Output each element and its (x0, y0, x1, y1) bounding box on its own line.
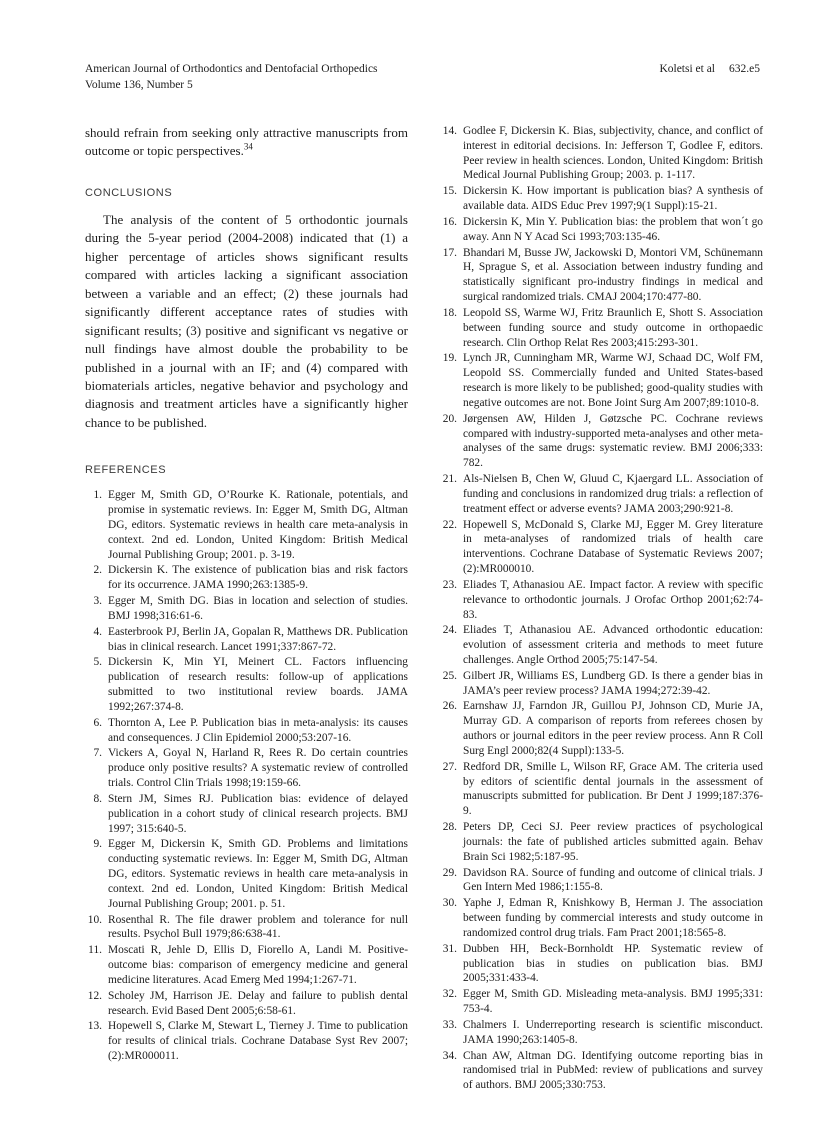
reference-text: Rosenthal R. The file drawer problem and tolerance for null results. Psychol Bull 1979;86:638-41. (108, 913, 408, 941)
reference-text: Redford DR, Smille L, Wilson RF, Grace AM. The criteria used by editors of scientific dental journals in the assessment of manuscripts submitted for publication. Br Dent J 1999;187:376-9. (463, 760, 763, 818)
reference-number: 28. (442, 821, 457, 834)
reference-item (440, 623, 763, 667)
reference-text: Hopewell S, McDonald S, Clarke MJ, Egger M. Grey literature in meta-analyses of randomized trials of health care interventions. Cochrane Database of Systematic Reviews 2007;(2):MR000010. (463, 518, 763, 576)
reference-number: 32. (442, 988, 457, 1001)
reference-text: Davidson RA. Source of funding and outcome of clinical trials. J Gen Intern Med 1986;1:155-8. (463, 866, 763, 894)
reference-item (85, 913, 408, 943)
reference-item (440, 215, 763, 245)
reference-number: 4. (93, 625, 102, 638)
references-list-right (440, 124, 763, 1093)
reference-text: Yaphe J, Edman R, Knishkowy B, Herman J. The association between funding by commercial interests and study outcome in randomized control drug trials. Fam Pract 2001;18:565-8. (463, 897, 763, 939)
reference-text: Dickersin K, Min YI, Meinert CL. Factors influencing publication of research results: follow-up of applications submitted to two institutional review boards. JAMA 1992;267:374-8. (108, 656, 408, 713)
reference-item (440, 820, 763, 864)
reference-text: Egger M, Smith GD, O’Rourke K. Rationale, potentials, and promise in systematic reviews. In: Egger M, Smith DG, Altman DG, editors. Systematic reviews in health care meta-analysis in context. 2nd ed. London, United Kingdom: British Medical Journal Publishing Group; 2001. p. 3-19. (108, 489, 408, 561)
reference-text: Earnshaw JJ, Farndon JR, Guillou PJ, Johnson CD, Murie JA, Murray GD. A comparison of reports from referees chosen by authors or journal editors in the peer review process. Ann R Coll Surg Engl 2000;82(4 Suppl):133-5. (463, 700, 763, 757)
reference-number: 26. (442, 700, 457, 713)
two-column-body (85, 124, 763, 1094)
reference-item (440, 184, 763, 214)
reference-number: 34. (442, 1049, 457, 1062)
reference-text: Als-Nielsen B, Chen W, Gluud C, Kjaergard LL. Association of funding and conclusions in randomized drug trials: a reflection of treatment effect or adverse events? JAMA 2003;290:921-8. (463, 473, 763, 515)
right-column (440, 124, 763, 1094)
running-head (85, 62, 760, 93)
reference-item (440, 124, 763, 183)
reference-item (440, 699, 763, 758)
reference-item (440, 896, 763, 940)
reference-text: Godlee F, Dickersin K. Bias, subjectivity, chance, and conflict of interest in editorial decisions. In: Jefferson T, Godlee F, editors. Peer review in health sciences. London, United Kingdom: British Medical Journal Publishing Group; 2003. p. 1-117. (463, 125, 763, 182)
page-info (659, 62, 760, 78)
reference-item (440, 1049, 763, 1093)
reference-text: Vickers A, Goyal N, Harland R, Rees R. Do certain countries produce only positive results? A systematic review of controlled trials. Control Clin Trials 1998;19:159-66. (108, 747, 408, 790)
reference-number: 13. (87, 1020, 102, 1033)
reference-number: 16. (442, 215, 457, 228)
reference-number: 27. (442, 760, 457, 773)
reference-number: 17. (442, 246, 457, 259)
reference-text: Dubben HH, Beck-Bornholdt HP. Systematic review of publication bias in studies on publication bias. BMJ 2005;331:433-4. (463, 942, 763, 985)
reference-text: Easterbrook PJ, Berlin JA, Gopalan R, Matthews DR. Publication bias in clinical research. Lancet 1991;337:867-72. (108, 625, 408, 653)
reference-item (85, 563, 408, 593)
reference-text: Leopold SS, Warme WJ, Fritz Braunlich E, Shott S. Association between funding source and study outcome in orthopaedic research. Clin Orthop Relat Res 2003;415:293-301. (463, 306, 763, 349)
left-column (85, 124, 408, 1094)
reference-text: Moscati R, Jehle D, Ellis D, Fiorello A, Landi M. Positive-outcome bias: comparison of emergency medicine and general medicine literatures. Acad Emerg Med 1994;1:267-71. (108, 944, 408, 986)
reference-item (85, 1019, 408, 1063)
reference-number: 31. (442, 942, 457, 955)
reference-item (440, 518, 763, 577)
reference-number: 1. (93, 489, 102, 502)
reference-item (440, 760, 763, 819)
conclusions-paragraph: The analysis of the content of 5 orthodontic journals during the 5-year period (2004-2008) indicated that (1) a higher percentage of articles shows significant results compared with articles lacking a significant association between a variable and an effect; (2) these journals had significantly different acceptance rates of studies with significant results; (3) positive and significant vs negative or null findings have almost double the probability to be published in a journal with an IF; and (4) compared with biomaterials articles, negative behavior and psychology and diagnosis and treatment articles have a significantly higher chance to be published. (85, 211, 408, 430)
reference-text: Egger M, Smith DG. Bias in location and selection of studies. BMJ 1998;316:61-6. (108, 595, 408, 622)
intro-text: should refrain from seeking only attractive manuscripts from outcome or topic perspectives. (85, 125, 408, 159)
reference-text: Bhandari M, Busse JW, Jackowski D, Montori VM, Schünemann H, Sprague S, et al. Association between industry funding and statistically significant pro-industry findings in medical and surgical randomized trials. CMAJ 2004;170:477-80. (463, 246, 763, 304)
reference-number: 19. (442, 352, 457, 365)
reference-text: Dickersin K. How important is publication bias? A synthesis of available data. AIDS Educ Prev 1997;9(1 Suppl):15-21. (463, 185, 763, 213)
journal-info (85, 62, 378, 93)
reference-text: Gilbert JR, Williams ES, Lundberg GD. Is there a gender bias in JAMA’s peer review process? JAMA 1994;272:39-42. (463, 669, 763, 697)
reference-number: 2. (93, 564, 102, 577)
reference-number: 12. (87, 989, 102, 1002)
reference-number: 5. (93, 656, 102, 669)
reference-item (85, 488, 408, 562)
reference-number: 14. (442, 125, 457, 137)
reference-number: 3. (93, 595, 102, 608)
reference-number: 24. (442, 624, 457, 637)
reference-text: Chan AW, Altman DG. Identifying outcome reporting bias in randomised trial in PubMed: review of publications and survey of authors. BMJ 2005;330:753. (463, 1049, 763, 1092)
reference-number: 7. (93, 747, 102, 760)
reference-item (85, 746, 408, 790)
reference-item (85, 625, 408, 655)
reference-item (440, 987, 763, 1017)
reference-text: Egger M, Smith GD. Misleading meta-analysis. BMJ 1995;331: 753-4. (463, 988, 763, 1016)
journal-title: American Journal of Orthodontics and Dentofacial Orthopedics (85, 63, 378, 75)
reference-item (440, 246, 763, 305)
conclusions-heading: CONCLUSIONS (85, 186, 173, 199)
reference-number: 29. (442, 866, 457, 879)
reference-number: 18. (442, 306, 457, 319)
reference-item (440, 1018, 763, 1048)
citation-superscript: 34 (243, 142, 253, 153)
reference-item (440, 351, 763, 410)
reference-number: 8. (93, 792, 102, 805)
reference-item (440, 578, 763, 622)
reference-item (85, 989, 408, 1019)
reference-text: Hopewell S, Clarke M, Stewart L, Tierney J. Time to publication for results of clinical trials. Cochrane Database Syst Rev 2007; (2):MR000011. (108, 1020, 408, 1062)
reference-number: 20. (442, 412, 457, 425)
reference-text: Lynch JR, Cunningham MR, Warme WJ, Schaad DC, Wolf FM, Leopold SS. Commercially funded and United States-based research is more likely to be published; good-quality studies with negative outcomes are not. Bone Joint Surg Am 2007;89:1010-8. (463, 352, 763, 409)
reference-item (440, 669, 763, 699)
reference-number: 11. (88, 944, 102, 957)
reference-item (440, 412, 763, 471)
reference-text: Thornton A, Lee P. Publication bias in meta-analysis: its causes and consequences. J Clin Epidemiol 2000;53:207-16. (108, 716, 408, 744)
reference-text: Scholey JM, Harrison JE. Delay and failure to publish dental research. Evid Based Dent 2005;6:58-61. (108, 989, 408, 1017)
references-list-left (85, 488, 408, 1063)
reference-text: Chalmers I. Underreporting research is scientific misconduct. JAMA 1990;263:1405-8. (463, 1018, 763, 1046)
reference-item (440, 472, 763, 516)
reference-number: 9. (93, 838, 102, 851)
reference-item (440, 866, 763, 896)
journal-volume: Volume 136, Number 5 (85, 78, 193, 91)
reference-number: 15. (442, 185, 457, 198)
reference-number: 10. (87, 913, 102, 926)
reference-text: Jørgensen AW, Hilden J, Gøtzsche PC. Cochrane reviews compared with industry-supported meta-analyses and other meta-analyses of the same drugs: systematic review. BMJ 2006;333: 782. (463, 412, 763, 470)
reference-number: 23. (442, 578, 457, 591)
reference-text: Eliades T, Athanasiou AE. Advanced orthodontic education: evolution of assessment criteria and methods to meet future challenges. Angle Orthod 2005;75:147-54. (463, 624, 763, 666)
reference-number: 30. (442, 897, 457, 910)
intro-paragraph (85, 124, 408, 161)
reference-item (85, 716, 408, 746)
reference-item (440, 942, 763, 986)
reference-item (85, 655, 408, 714)
reference-text: Stern JM, Simes RJ. Publication bias: evidence of delayed publication in a cohort study of clinical research projects. BMJ 1997; 315:640-5. (108, 792, 408, 835)
reference-text: Dickersin K. The existence of publication bias and risk factors for its occurrence. JAMA 1990;263:1385-9. (108, 564, 408, 592)
reference-text: Eliades T, Athanasiou AE. Impact factor. A review with specific relevance to orthodontic journals. J Orofac Orthop 2001;62:74-83. (463, 578, 763, 621)
authors-label: Koletsi et al (659, 63, 716, 75)
reference-number: 22. (442, 518, 457, 531)
reference-item (85, 594, 408, 624)
reference-text: Dickersin K, Min Y. Publication bias: the problem that won´t go away. Ann N Y Acad Sci 1993;703:135-46. (463, 215, 763, 243)
reference-text: Peters DP, Ceci SJ. Peer review practices of psychological journals: the fate of published articles submitted again. Behav Brain Sci 1982;5:187-95. (463, 821, 763, 863)
references-heading: REFERENCES (85, 464, 167, 477)
reference-text: Egger M, Dickersin K, Smith GD. Problems and limitations conducting systematic reviews. In: Egger M, Smith DG, Altman DG, editors. Systematic reviews in health care meta-analysis in context. 2nd ed. London, United Kingdom: British Medical Journal Publishing Group; 2001. p. 51. (108, 838, 408, 910)
reference-number: 25. (442, 669, 457, 682)
reference-item (440, 306, 763, 350)
reference-number: 6. (93, 716, 102, 729)
page-number: 632.e5 (729, 63, 760, 75)
reference-item (85, 792, 408, 836)
reference-number: 33. (442, 1018, 457, 1031)
reference-item (85, 837, 408, 911)
reference-number: 21. (442, 473, 457, 486)
reference-item (85, 943, 408, 987)
